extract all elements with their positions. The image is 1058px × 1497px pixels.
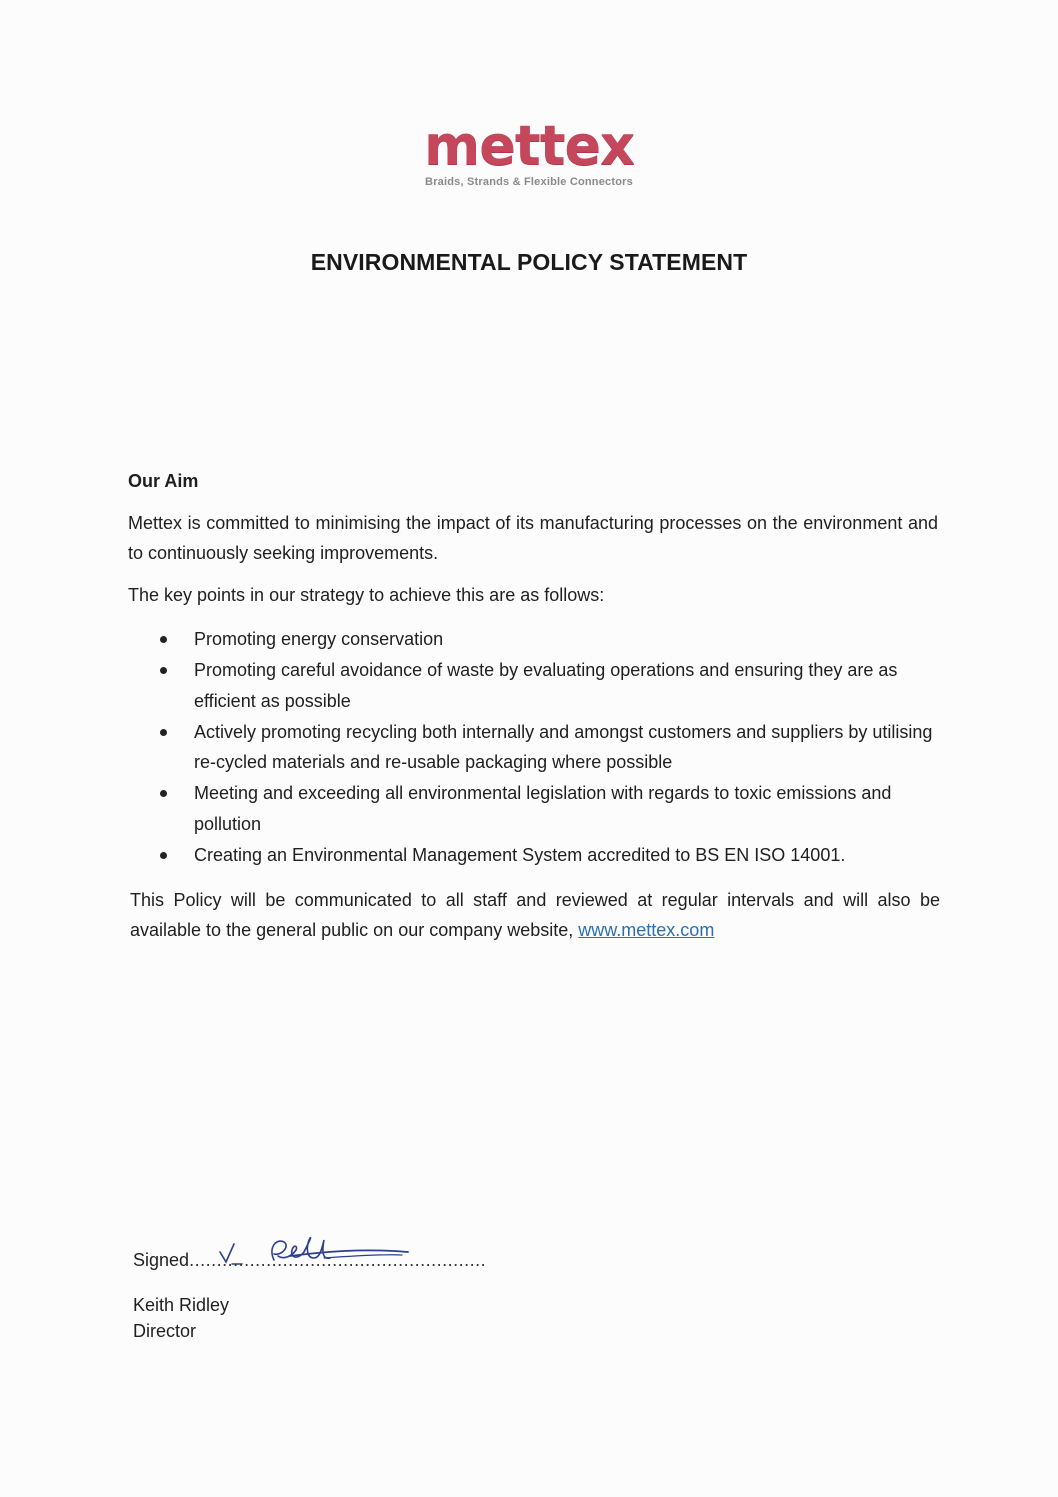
bullet-icon [160, 729, 167, 736]
logo-tagline: Braids, Strands & Flexible Connectors [425, 176, 633, 188]
list-item [160, 840, 940, 871]
document-title: ENVIRONMENTAL POLICY STATEMENT [310, 249, 748, 275]
strategy-bullet-list [160, 624, 940, 871]
company-logo [0, 114, 1058, 188]
list-item [160, 655, 940, 716]
signature-dots: ...................................................... [189, 1250, 487, 1270]
closing-paragraph [130, 885, 940, 945]
website-link[interactable]: www.mettex.com [578, 920, 715, 940]
bullet-text: Creating an Environmental Management System accredited to BS EN ISO 14001. [194, 844, 846, 865]
bullet-icon [160, 852, 167, 859]
signer-name: Keith Ridley [133, 1295, 230, 1315]
bullet-icon [160, 667, 167, 674]
bullet-icon [160, 790, 167, 797]
intro-paragraph: Mettex is committed to minimising the impact of its manufacturing processes on the environment and to continuously seeking improvements. [128, 513, 938, 563]
section-heading-our-aim: Our Aim [128, 471, 199, 491]
signer-role: Director [133, 1321, 197, 1341]
list-item [160, 624, 940, 655]
closing-text: This Policy will be communicated to all staff and reviewed at regular intervals and will also be available to the general public on our company website, [130, 890, 940, 940]
list-item [160, 717, 940, 778]
bullet-icon [160, 636, 167, 643]
list-item [160, 778, 940, 839]
signed-label: Signed [133, 1250, 190, 1270]
bullet-text: Promoting careful avoidance of waste by evaluating operations and ensuring they are as efficient as possible [194, 660, 898, 711]
bullet-text: Promoting energy conservation [194, 629, 444, 649]
signature-line [133, 1247, 486, 1273]
bullet-text: Meeting and exceeding all environmental legislation with regards to toxic emissions and pollution [194, 783, 892, 834]
key-points-intro: The key points in our strategy to achieve this are as follows: [128, 585, 605, 605]
logo-wordmark: mettex [424, 114, 634, 177]
bullet-text: Actively promoting recycling both internally and amongst customers and suppliers by utilising re-cycled materials and re-usable packaging where possible [194, 721, 933, 772]
